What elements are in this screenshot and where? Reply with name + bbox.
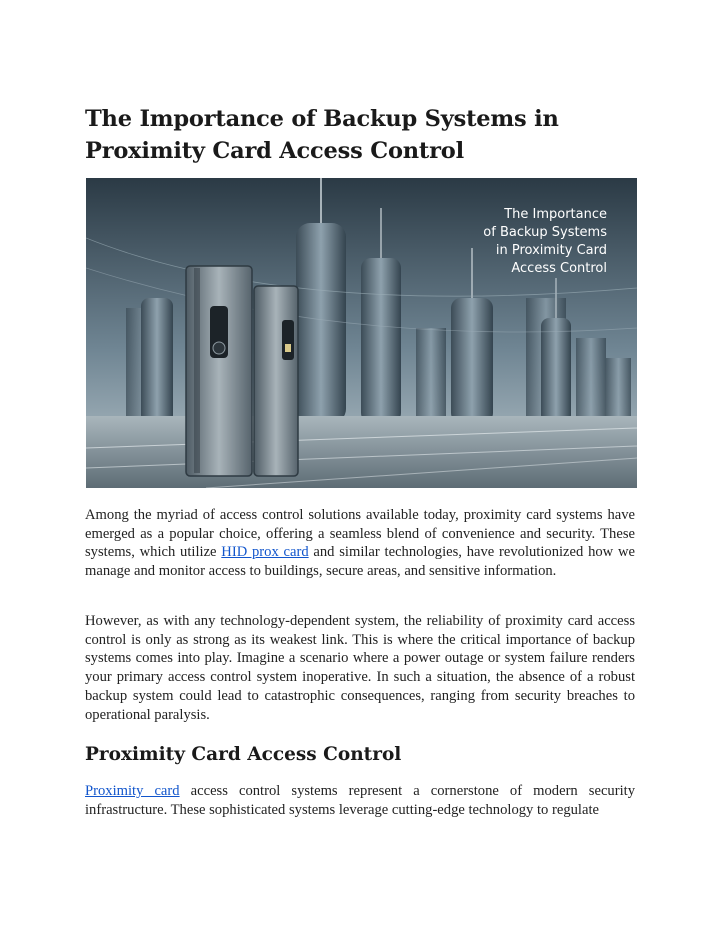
intro-text-after: and similar technologies, have revolutionized how we manage and monitor access to buildings, secure areas, and sensitive information.: [85, 544, 635, 580]
section-text: access control systems represent a cornerstone of modern security infrastructure. These sophisticated systems leverage cutting-edge technology to regulate: [85, 783, 635, 818]
proximity-card-link[interactable]: Proximity card: [85, 783, 180, 799]
backup-paragraph: However, as with any technology-dependent system, the reliability of proximity card access control is only as strong as its weakest link. This is where the critical importance of backup systems comes into play. Imagine a scenario where a power outage or system failure renders your primary access control system inoperative. In such a situation, the absence of a robust backup system could lead to catastrophic consequences, ranging from security breaches to operational paralysis.: [85, 613, 635, 723]
section-paragraph: [85, 782, 635, 819]
hero-overlay-title: [447, 206, 607, 278]
intro-paragraph: [85, 506, 635, 581]
hero-image: [86, 178, 637, 488]
hero-title-line: of Backup Systems: [483, 225, 607, 240]
hero-title-line: Access Control: [511, 261, 607, 276]
hero-title-line: in Proximity Card: [495, 243, 607, 258]
section-heading: Proximity Card Access Control: [85, 744, 402, 765]
hid-prox-card-link[interactable]: HID prox card: [221, 544, 309, 561]
article-title: The Importance of Backup Systems in Proximity Card Access Control: [85, 106, 559, 164]
intro-text-before: Among the myriad of access control solutions available today, proximity card systems have emerged as a popular choice, offering a seamless blend of convenience and security. These systems, which utilize: [85, 507, 635, 561]
hero-title-line: The Importance: [504, 207, 607, 222]
